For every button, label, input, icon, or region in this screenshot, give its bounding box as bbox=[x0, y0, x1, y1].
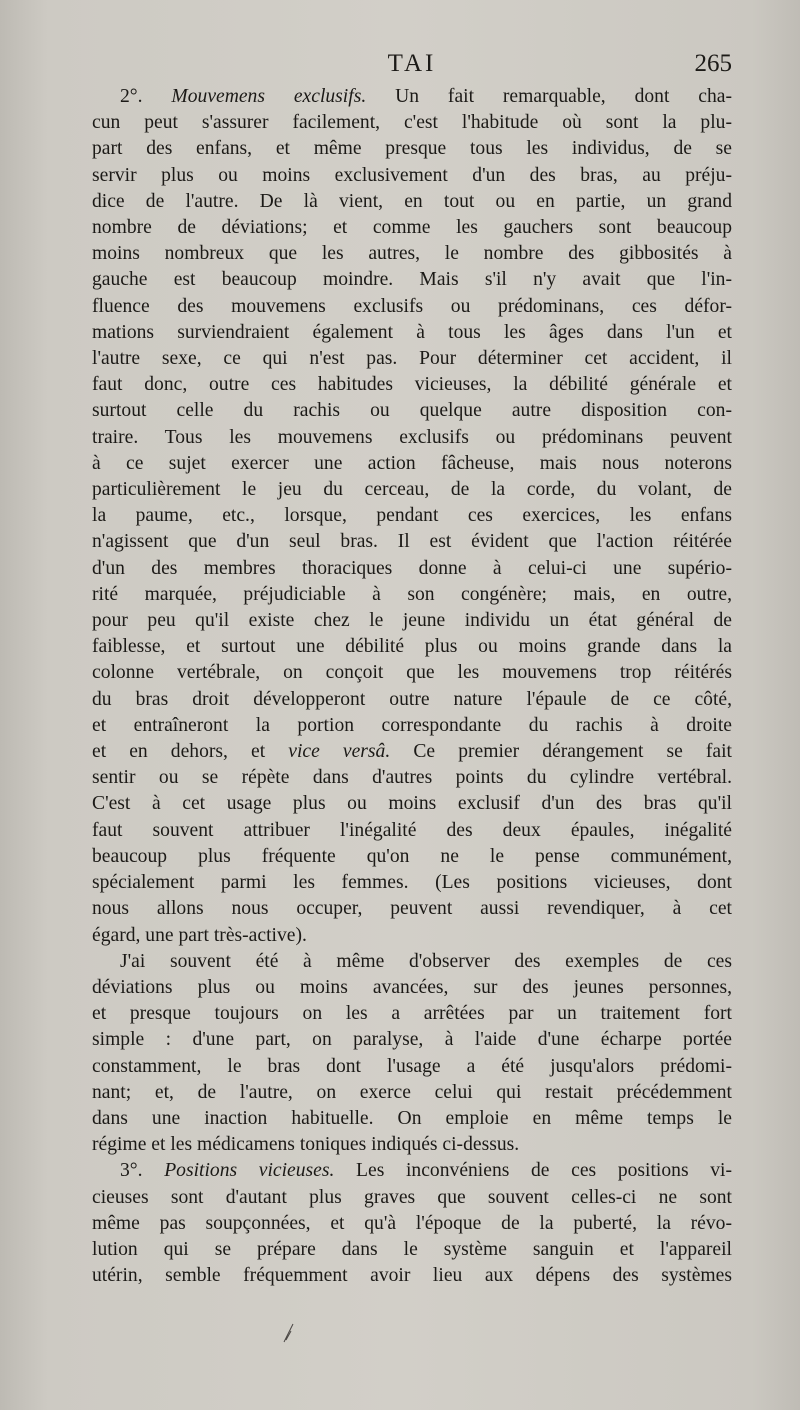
text-line: du bras droit développeront outre nature l'épaule de ce côté, bbox=[92, 688, 732, 710]
text-line: la paume, etc., lorsque, pendant ces exercices, les enfans bbox=[92, 505, 732, 527]
page-header bbox=[92, 50, 732, 86]
text-line: faut souvent attribuer l'inégalité des deux épaules, inégalité bbox=[92, 819, 732, 841]
text-line: faut donc, outre ces habitudes vicieuses, la débilité générale et bbox=[92, 374, 732, 396]
text-line: nant; et, de l'autre, on exerce celui qui restait précédemment bbox=[92, 1081, 732, 1103]
text-line: utérin, semble fréquemment avoir lieu aux dépens des systèmes bbox=[92, 1265, 732, 1287]
text-line: d'un des membres thoraciques donne à celui-ci une supério- bbox=[92, 557, 732, 579]
body-text bbox=[92, 84, 732, 1289]
text-line: gauche est beaucoup moindre. Mais s'il n'y avait que l'in- bbox=[92, 269, 732, 291]
text-line: dice de l'autre. De là vient, en tout ou en partie, un grand bbox=[92, 190, 732, 212]
text-line: spécialement parmi les femmes. (Les positions vicieuses, dont bbox=[92, 872, 732, 894]
text-line: nous allons nous occuper, peuvent aussi revendiquer, à cet bbox=[92, 898, 732, 920]
text-line: surtout celle du rachis ou quelque autre disposition con- bbox=[92, 400, 732, 422]
text-line: sentir ou se répète dans d'autres points du cylindre vertébral. bbox=[92, 767, 732, 789]
text-line: moins nombreux que les autres, le nombre des gibbosités à bbox=[92, 243, 732, 265]
text-line: servir plus ou moins exclusivement d'un des bras, au préju- bbox=[92, 164, 732, 186]
text-line: lution qui se prépare dans le système sanguin et l'appareil bbox=[92, 1238, 732, 1260]
running-head: TAI bbox=[387, 50, 437, 77]
text-line: particulièrement le jeu du cerceau, de la corde, du volant, de bbox=[92, 479, 732, 501]
text-line: n'agissent que d'un seul bras. Il est évident que l'action réitérée bbox=[92, 531, 732, 553]
text-line: traire. Tous les mouvemens exclusifs ou prédominans peuvent bbox=[92, 426, 732, 448]
text-line: l'autre sexe, ce qui n'est pas. Pour déterminer cet accident, il bbox=[92, 348, 732, 370]
pencil-stroke-mark bbox=[282, 1318, 296, 1344]
text-line: colonne vertébrale, on conçoit que les mouvemens trop réitérés bbox=[92, 662, 732, 684]
text-line: égard, une part très-active). bbox=[92, 924, 307, 946]
text-line: rité marquée, préjudiciable à son congénère; mais, en outre, bbox=[92, 583, 732, 605]
text-line: cun peut s'assurer facilement, c'est l'habitude où sont la plu- bbox=[92, 112, 732, 134]
text-line: faiblesse, et surtout une débilité plus ou moins grande dans la bbox=[92, 636, 732, 658]
text-line: mations surviendraient également à tous les âges dans l'un et bbox=[92, 321, 732, 343]
text-line: beaucoup plus fréquente qu'on ne le pense communément, bbox=[92, 845, 732, 867]
text-line: dans une inaction habituelle. On emploie en même temps le bbox=[92, 1107, 732, 1129]
page-number: 265 bbox=[694, 50, 732, 77]
paragraph-mouvemens-exclusifs bbox=[92, 84, 732, 949]
text-line: constamment, le bras dont l'usage a été jusqu'alors prédomi- bbox=[92, 1055, 732, 1077]
text-line: et entraîneront la portion correspondante du rachis à droite bbox=[92, 714, 732, 736]
text-line: et en dehors, et vice versâ. Ce premier dérangement se fait bbox=[92, 741, 732, 763]
text-line: à ce sujet exercer une action fâcheuse, mais nous noterons bbox=[92, 452, 732, 474]
text-line: fluence des mouvemens exclusifs ou prédominans, ces défor- bbox=[92, 295, 732, 317]
text-line: J'ai souvent été à même d'observer des exemples de ces bbox=[120, 950, 732, 972]
paragraph-observations bbox=[92, 949, 732, 1159]
text-line: déviations plus ou moins avancées, sur des jeunes personnes, bbox=[92, 976, 732, 998]
text-line: cieuses sont d'autant plus graves que souvent celles-ci ne sont bbox=[92, 1186, 732, 1208]
text-line: C'est à cet usage plus ou moins exclusif d'un des bras qu'il bbox=[92, 793, 732, 815]
text-line: même pas soupçonnées, et qu'à l'époque de la puberté, la révo- bbox=[92, 1212, 732, 1234]
paragraph-positions-vicieuses bbox=[92, 1158, 732, 1289]
text-line: 3°. Positions vicieuses. Les inconvéniens de ces positions vi- bbox=[120, 1160, 732, 1182]
text-line: et presque toujours on les a arrêtées par un traitement fort bbox=[92, 1003, 732, 1025]
text-line: part des enfans, et même presque tous les individus, de se bbox=[92, 138, 732, 160]
text-line: régime et les médicamens toniques indiqués ci-dessus. bbox=[92, 1134, 520, 1156]
text-line: simple : d'une part, on paralyse, à l'aide d'une écharpe portée bbox=[92, 1029, 732, 1051]
text-line: pour peu qu'il existe chez le jeune individu un état général de bbox=[92, 610, 732, 632]
text-line: 2°. Mouvemens exclusifs. Un fait remarquable, dont cha- bbox=[120, 86, 732, 107]
text-line: nombre de déviations; et comme les gauchers sont beaucoup bbox=[92, 217, 732, 239]
